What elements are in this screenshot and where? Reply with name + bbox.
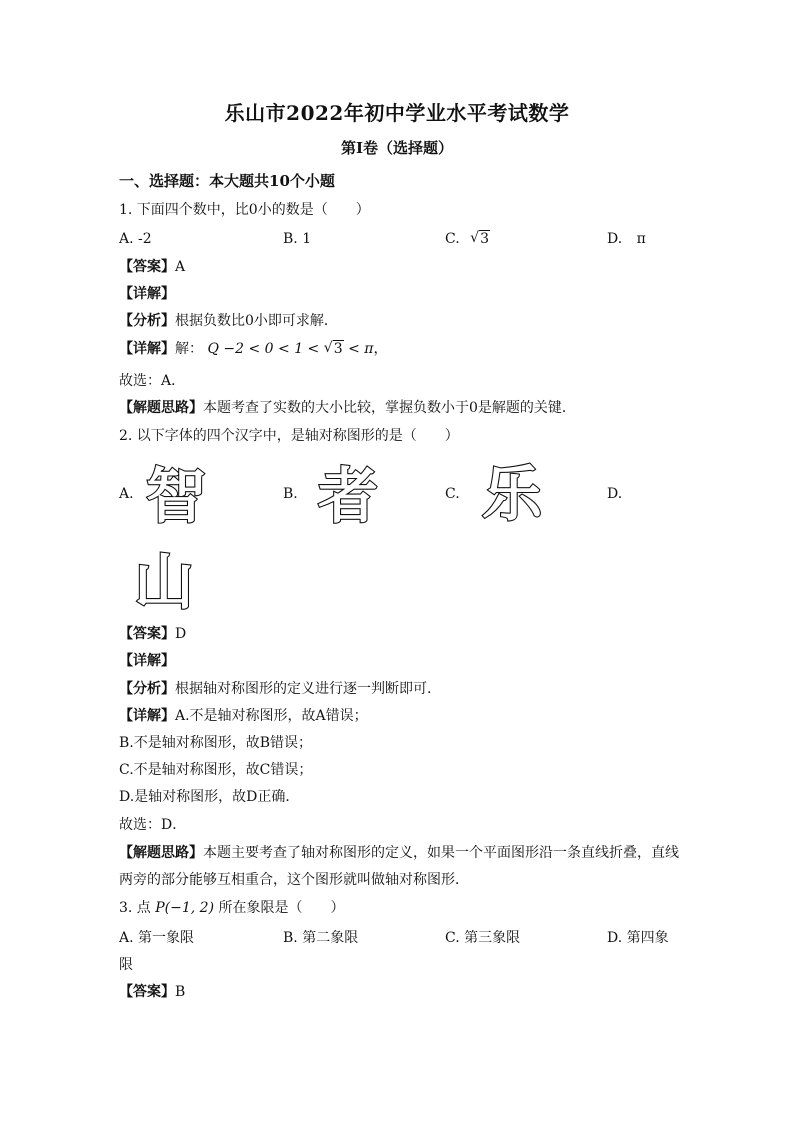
analysis-tag: 【分析】: [119, 313, 175, 329]
glyph-zhe: [314, 460, 382, 528]
sqrt-value: 3: [480, 231, 490, 247]
q1-choose: 故选：A．: [119, 373, 186, 389]
answer-value: D: [175, 626, 187, 642]
detail-end: ，: [373, 341, 388, 357]
glyph-shan: [130, 546, 198, 614]
q2-detail-a: [119, 706, 368, 726]
q2-option-a-label: A.: [119, 486, 134, 502]
q1-option-b: B. 1: [283, 231, 312, 247]
thought-tag: 【解题思路】: [119, 845, 203, 861]
q2-option-c-label: C.: [445, 486, 460, 502]
svg-text:者: 者: [318, 462, 378, 528]
detail-tag: 【详解】: [119, 341, 175, 357]
analysis-tag: 【分析】: [119, 681, 175, 697]
pi-symbol: π: [636, 231, 646, 247]
q3-option-d: D. 第四象: [607, 930, 669, 946]
q3-stem-prefix: 3. 点: [119, 900, 151, 916]
q1-option-a: A. -2: [119, 231, 152, 247]
answer-tag: 【答案】: [119, 626, 175, 642]
detail-math-b: < π: [348, 341, 374, 357]
q1-stem: 1. 下面四个数中，比0小的数是（ ）: [119, 202, 370, 218]
glyph-le: [478, 458, 546, 526]
q1-detail-heading: [119, 284, 175, 304]
page-title: 乐山市2022年初中学业水平考试数学: [224, 101, 570, 125]
analysis-text: 根据轴对称图形的定义进行逐一判断即可.: [175, 681, 432, 697]
detail-tag: 【详解】: [119, 653, 175, 669]
detail-prefix: 解：: [175, 341, 203, 357]
answer-tag: 【答案】: [119, 259, 175, 275]
q3-answer: [119, 982, 185, 1002]
q1-thought: [119, 398, 576, 418]
svg-text:乐: 乐: [482, 460, 542, 526]
q2-stem: 2. 以下字体的四个汉字中，是轴对称图形的是（ ）: [119, 428, 459, 444]
q3-stem-suffix: 所在象限是（ ）: [218, 900, 345, 916]
q3-stem: [119, 898, 345, 918]
q2-choose: 故选：D．: [119, 817, 187, 833]
sqrt-value: 3: [333, 341, 343, 357]
q3-point: P(−1, 2): [155, 900, 215, 916]
glyph-zhi: [142, 460, 210, 528]
detail-tag: 【详解】: [119, 286, 175, 302]
answer-value: B: [175, 984, 186, 1000]
q2-thought-line2: 两旁的部分能够互相重合，这个图形就叫做轴对称图形．: [119, 872, 469, 888]
q3-option-d-wrap: 限: [119, 957, 133, 973]
q2-answer: [119, 624, 186, 644]
q2-detail-heading: [119, 651, 175, 671]
q2-analysis: [119, 679, 431, 699]
q3-option-b: B. 第二象限: [283, 930, 359, 946]
q2-detail-c: C.不是轴对称图形，故C错误；: [119, 762, 313, 778]
q2-thought-line1: [119, 843, 679, 863]
q1-option-c-label: C.: [445, 231, 460, 247]
sqrt-symbol: √ 3: [470, 230, 490, 247]
q2-option-b-label: B.: [283, 486, 298, 502]
answer-tag: 【答案】: [119, 984, 175, 1000]
svg-text:山: 山: [134, 548, 194, 614]
q1-analysis: [119, 311, 338, 331]
thought-text-1: 本题主要考查了轴对称图形的定义，如果一个平面图形沿一条直线折叠，直线: [203, 845, 679, 861]
svg-text:智: 智: [146, 462, 206, 528]
sqrt-symbol: √ 3: [323, 340, 343, 357]
detail-math-a: Q −2 < 0 < 1 <: [207, 341, 320, 357]
q1-answer: [119, 257, 185, 277]
q2-option-d-label: D.: [607, 486, 623, 502]
detail-tag: 【详解】: [119, 708, 175, 724]
thought-tag: 【解题思路】: [119, 400, 203, 416]
detail-a-text: A.不是轴对称图形，故A错误；: [175, 708, 368, 724]
thought-text: 本题考查了实数的大小比较，掌握负数小于0是解题的关键．: [203, 400, 576, 416]
analysis-text: 根据负数比0小即可求解．: [175, 313, 338, 329]
answer-value: A: [175, 259, 186, 275]
q2-detail-d: D.是轴对称图形，故D正确．: [119, 789, 300, 805]
q2-detail-b: B.不是轴对称图形，故B错误；: [119, 735, 313, 751]
q1-option-d-label: D.: [607, 231, 623, 247]
q3-option-c: C. 第三象限: [445, 930, 521, 946]
section-heading: 一、选择题：本大题共10个小题: [119, 172, 335, 190]
q1-detail: [119, 339, 388, 359]
page-subtitle: 第Ⅰ卷（选择题）: [340, 139, 454, 157]
q1-option-d: [607, 229, 646, 249]
q1-option-c: [445, 229, 490, 249]
q3-option-a: A. 第一象限: [119, 930, 195, 946]
